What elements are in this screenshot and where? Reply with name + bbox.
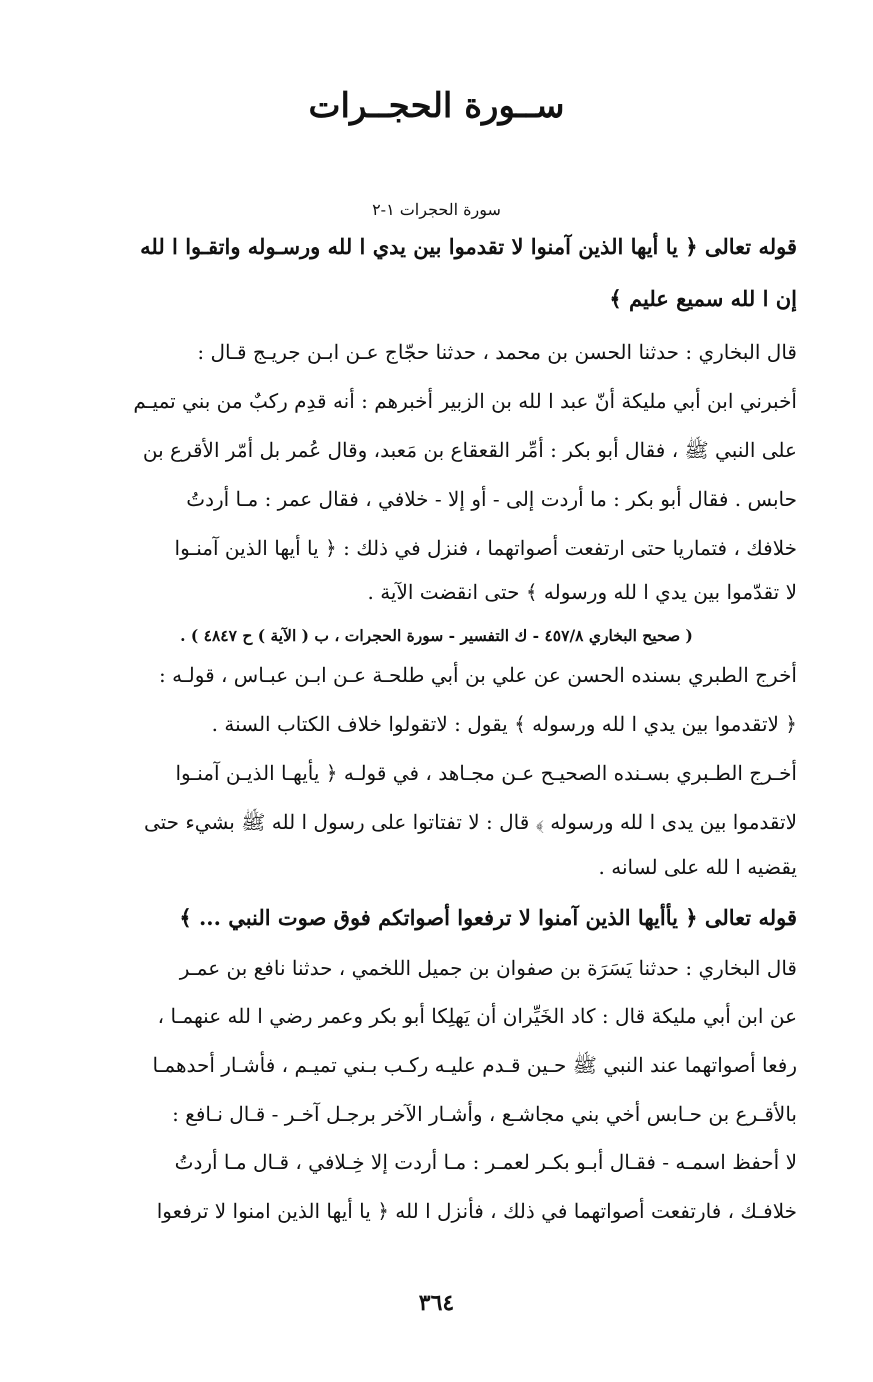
text-line: ﴿ لاتقدموا بين يدي ا لله ورسوله ﴾ يقول : لاتقولوا خلاف الكتاب السنة . xyxy=(211,712,797,736)
text-line: على النبي ﷺ ، فقال أبو بكر : أمِّر القعقاع بن مَعبد، وقال عُمر بل أمّر الأقرع بن xyxy=(142,438,797,462)
section-subtitle: سورة الحجرات ١-٢ xyxy=(372,200,501,219)
text-line: عن ابن أبي مليكة قال : كاد الخَيِّران أن يَهلِكا أبو بكر وعمر رضي ا لله عنهمـا ، xyxy=(157,1004,797,1028)
surah-title: ســورة الحجــرات xyxy=(308,86,565,126)
text-line: رفعا أصواتهما عند النبي ﷺ حـين قـدم عليـه ركـب بـني تميـم ، فأشـار أحدهمـا xyxy=(152,1053,797,1077)
verse-heading: قوله تعالى ﴿ يا أيها الذين آمنوا لا تقدموا بين يدي ا لله ورسـوله واتقـوا ا لله xyxy=(140,234,797,259)
text-line: خلافك ، فتماريا حتى ارتفعت أصواتهما ، فنزل في ذلك : ﴿ يا أيها الذين آمنـوا xyxy=(174,536,797,560)
verse-heading: قوله تعالى ﴿ يأأيها الذين آمنوا لا ترفعوا أصواتكم فوق صوت النبي ... ﴾ xyxy=(179,905,797,930)
text-line: أخـرج الطـبري بسـنده الصحيـح عـن مجـاهد ، في قولـه ﴿ يأيهـا الذيـن آمنـوا xyxy=(175,761,797,785)
text-line: خلافـك ، فارتفعت أصواتهما في ذلك ، فأنزل ا لله ﴿ يا أيها الذين امنوا لا ترفعوا xyxy=(156,1199,797,1223)
text-line: لا تقدّموا بين يدي ا لله ورسوله ﴾ حتى انقضت الآية . xyxy=(367,580,797,604)
text-line: قال البخاري : حدثنا يَسَرَة بن صفوان بن جميل اللخمي ، حدثنا نافع بن عمـر xyxy=(179,956,797,980)
text-line: يقضيه ا لله على لسانه . xyxy=(598,855,797,879)
page-number: ٣٦٤ xyxy=(418,1290,455,1316)
verse-heading-cont: إن ا لله سميع عليم ﴾ xyxy=(609,286,797,311)
text-line: حابس . فقال أبو بكر : ما أردت إلى - أو إلا - خلافي ، فقال عمر : مـا أردتُ xyxy=(186,487,797,511)
text-line: بالأقـرع بن حـابس أخي بني مجاشـع ، وأشـار الآخر برجـل آخـر - قـال نـافع : xyxy=(172,1102,797,1126)
text-line: لا أحفظ اسمـه - فقـال أبـو بكـر لعمـر : مـا أردت إلا خِـلافي ، قـال مـا أردتُ xyxy=(174,1150,797,1174)
text-line: لاتقدموا بين يدى ا لله ورسوله ﴾ قال : لا تفتاتوا على رسول ا لله ﷺ بشيء حتى xyxy=(143,810,797,834)
text-line: أخرج الطبري بسنده الحسن عن علي بن أبي طلحـة عـن ابـن عبـاس ، قولـه : xyxy=(158,663,797,687)
source-reference: ( صحيح البخاري ٤٥٧/٨ - ك التفسير - سورة الحجرات ، ب ( الآية ) ح ٤٨٤٧ ) . xyxy=(180,626,693,645)
text-line: قال البخاري : حدثنا الحسن بن محمد ، حدثنا حجّاج عـن ابـن جريـج قـال : xyxy=(197,340,797,364)
text-line: أخبرني ابن أبي مليكة أنّ عبد ا لله بن الزبير أخبرهم : أنه قدِم ركبٌ من بني تميـم xyxy=(133,389,797,413)
